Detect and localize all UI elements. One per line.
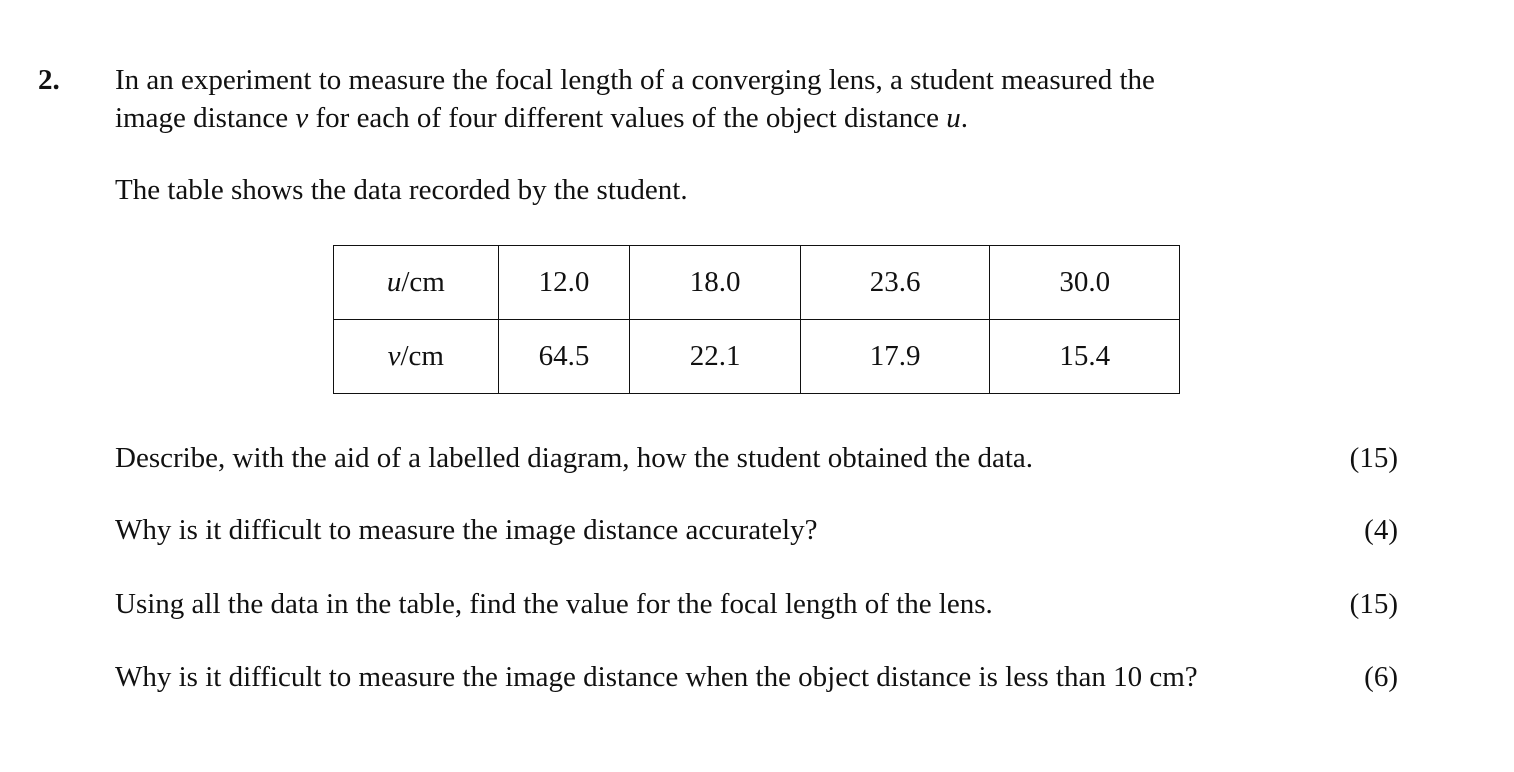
intro-text-c: . <box>960 102 968 134</box>
row-header-v-var: v <box>387 340 401 372</box>
marks-label: (4) <box>1364 514 1398 546</box>
data-table <box>333 245 1180 394</box>
marks-label: (15) <box>1349 588 1398 620</box>
question-part-text: Describe, with the aid of a labelled diagram, how the student obtained the data. <box>115 442 1034 474</box>
question-part-text: Using all the data in the table, find the value for the focal length of the lens. <box>115 588 993 620</box>
variable-v: v <box>295 102 309 134</box>
intro-text-a: image distance <box>115 102 296 134</box>
question-part-text: Why is it difficult to measure the image distance accurately? <box>115 514 818 546</box>
table-cell: 30.0 <box>990 246 1180 320</box>
variable-u: u <box>946 102 961 134</box>
table-cell: 15.4 <box>990 320 1180 394</box>
row-header-u-var: u <box>386 266 402 298</box>
marks-label: (6) <box>1364 661 1398 693</box>
table-intro: The table shows the data recorded by the student. <box>115 174 688 206</box>
table-cell: 12.0 <box>498 246 630 320</box>
question-part-text: Why is it difficult to measure the image distance when the object distance is less than 10 cm? <box>115 661 1198 693</box>
marks-label: (15) <box>1349 442 1398 474</box>
question-number: 2. <box>38 64 60 96</box>
row-header-v-unit: /cm <box>400 340 444 372</box>
table-cell: 23.6 <box>800 246 990 320</box>
table-row-u <box>334 246 1180 320</box>
row-header-u-unit: /cm <box>401 266 445 298</box>
table-cell: 64.5 <box>498 320 630 394</box>
intro-line-1: In an experiment to measure the focal length of a converging lens, a student measured the <box>115 64 1155 96</box>
table-cell: 17.9 <box>800 320 990 394</box>
intro-text-b: for each of four different values of the object distance <box>308 102 947 134</box>
row-header-v <box>334 320 499 394</box>
table-cell: 22.1 <box>630 320 801 394</box>
intro-line-2 <box>115 100 968 136</box>
row-header-u <box>334 246 499 320</box>
table-cell: 18.0 <box>630 246 801 320</box>
table-row-v <box>334 320 1180 394</box>
